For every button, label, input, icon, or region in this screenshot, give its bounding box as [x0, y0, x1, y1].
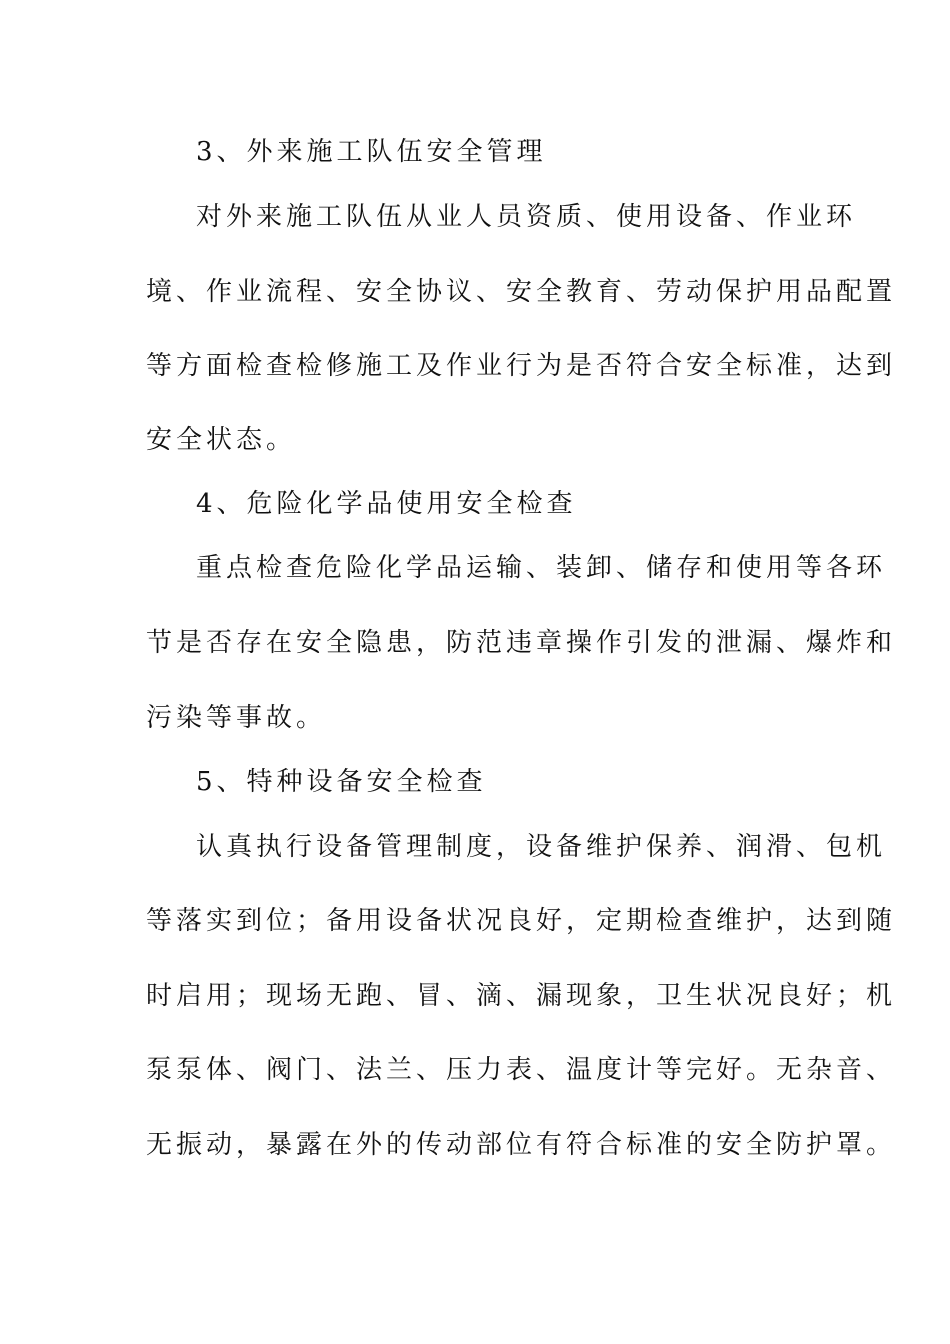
paragraph-line: 安全状态。 [146, 425, 297, 455]
paragraph-line: 对外来施工队伍从业人员资质、使用设备、作业环 [196, 202, 857, 232]
paragraph-line: 时启用；现场无跑、冒、滴、漏现象，卫生状况良好；机 [146, 981, 897, 1011]
section-heading: 3、外来施工队伍安全管理 [196, 137, 547, 167]
section-heading: 5、特种设备安全检查 [196, 767, 487, 797]
paragraph-line: 泵泵体、阀门、法兰、压力表、温度计等完好。无杂音、 [146, 1055, 897, 1085]
paragraph-line: 重点检查危险化学品运输、装卸、储存和使用等各环 [196, 553, 887, 583]
paragraph-line: 境、作业流程、安全协议、安全教育、劳动保护用品配置 [146, 277, 897, 307]
paragraph-line: 无振动，暴露在外的传动部位有符合标准的安全防护罩。 [146, 1130, 897, 1160]
paragraph-line: 认真执行设备管理制度，设备维护保养、润滑、包机 [196, 832, 887, 862]
paragraph-line: 污染等事故。 [146, 703, 327, 733]
paragraph-line: 节是否存在安全隐患，防范违章操作引发的泄漏、爆炸和 [146, 628, 897, 658]
paragraph-line: 等方面检查检修施工及作业行为是否符合安全标准，达到 [146, 351, 897, 381]
section-heading: 4、危险化学品使用安全检查 [196, 489, 577, 519]
paragraph-line: 等落实到位；备用设备状况良好，定期检查维护，达到随 [146, 906, 897, 936]
